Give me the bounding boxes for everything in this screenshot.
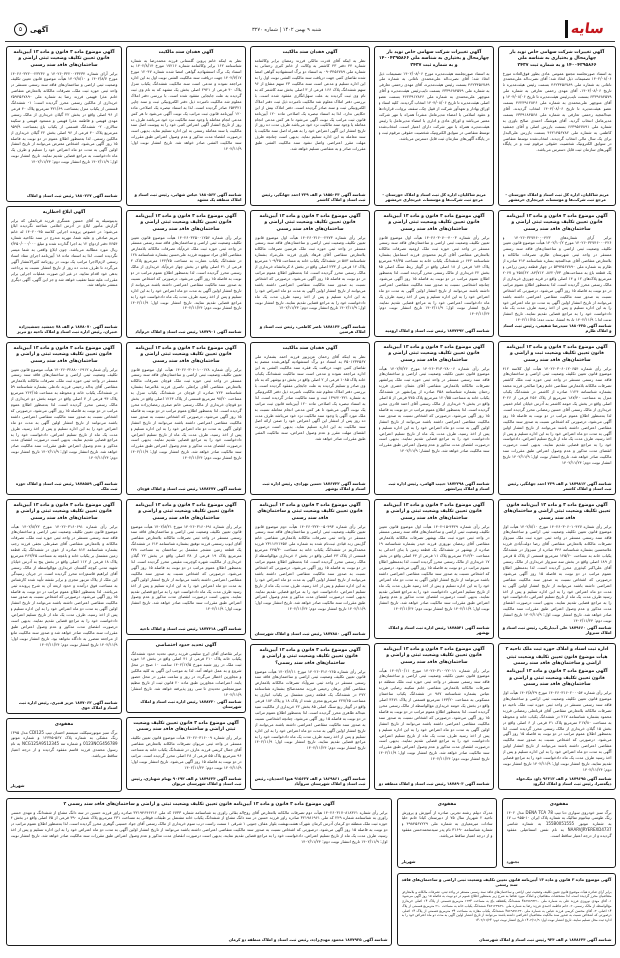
ad-signature: شناسه آگهی ۱۸۷۷۰۶۲ عزیز قنبری، رئیس اداره ثبت اسناد و املاک خوی	[18, 699, 118, 711]
ad-title: آگهی فقدان سند مالکیت	[282, 49, 338, 55]
ad-lost-document-notice	[6, 718, 122, 792]
ad-body: برابر رأی شماره ۴۳۲۹-۱۵-۱۴۰۲ هیأت اول موضوع قانون تعیین تکلیف وضعیت ثبتی اراضی و ساختمان‌های فاقد سند رسمی مستقر در واحد ثبتی حوزه ثبت ملک بهشهر تصرفات مالکانه بلامعارض متقاضی آقای رمضان نوروزی فرزند حیدر بشماره شناسنامه ۱۹ صادره از بهشهر در ششدانگ یک قطعه زمین با بنای احداثی به مساحت ۲۱۶/۴۰ مترمربع پلاک ۱۱ فرعی از ۴۴ اصلی واقع در بخش ۱۷ خریداری از مالک رسمی محرز گردیده است. لذا به‌منظور اطلاع عموم مراتب در دو نوبت به فاصله ۱۵ روز آگهی می‌شود. درصورتی که اشخاص نسبت به صدور سند مالکیت متقاضی اعتراضی داشته باشند می‌توانند از تاریخ انتشار اولین آگهی به مدت دو ماه اعتراض خود را به این اداره تسلیم و پس از اخذ رسید ظرف مدت یک ماه از تاریخ تسلیم اعتراض، دادخواست خود را به مراجع قضایی تقدیم نمایند. بدیهی است درصورت انقضای مدت مذکور و عدم وصول اعتراض طبق مقررات سند مالکیت صادر خواهد شد. تاریخ انتشار نوبت اول: ۱۴۰۲/۱۱/۹ تاریخ انتشار نوبت دوم: ۱۴۰۲/۱۱/۲۴	[378, 523, 490, 612]
ad-body: بدینوسیله به آقای حسین عسگری فرزند قربانعلی که برابر گزارش مأمور ابلاغ در آدرس اعلامی شناخته نگردیده ابلاغ می‌شود: در خصوص پرونده اجرایی کلاسه ۱۴۰۲۰۰۴۵ له خانم مریم صادقی و علیه شما، مهریه مندرج در سند نکاحیه شماره ۷۶۵۴ دفتر ازدواج ۱۲ به اجرا گذارده شده و مبلغ ۲/۴۵۰/۰۰۰/۰۰۰ ریال مورد مطالبه می‌باشد. چون ابلاغ واقعی به شما میسر نگردیده است، لذا به استناد ماده ۱۸ آیین‌نامه اجرای مفاد اسناد رسمی لازم‌الاجرا مراتب یک نوبت در روزنامه کثیرالانتشار آگهی می‌گردد تا ظرف مدت ده روز از تاریخ انتشار نسبت به پرداخت بدهی خود اقدام نمایید. در غیر این صورت عملیات اجرایی برابر مقررات علیه شما تعقیب خواهد شد و جز این آگهی، آگهی دیگری منتشر نخواهد شد.	[10, 217, 118, 288]
ad-mada3-notice	[6, 798, 392, 946]
ad-title: آگهی تغییرات شرکت سهامی خاص نوید بار چهارمحال و بختیاری به شناسه ملی ۱۴۰۰۴۲۹۵۸۶۶ و به شماره ثبت ۲۴۳۷	[378, 49, 490, 68]
ad-signature: شناسه آگهی ۱۸۷۸۲۲۰ رئیس اداره ثبت اسناد و املاک شهرستان	[140, 698, 242, 710]
ad-title: آگهی موضوع ماده ۳ قانون و ماده ۱۳ آیین‌نامه قانون تعیین تکلیف وضعیت ثبتی اراضی و ساختمان‌های فاقد سند رسمی	[383, 344, 485, 363]
ad-title: اداره ثبت اسناد و املاک حوزه ثبت ملک ناحیه ۲	[505, 646, 609, 652]
page-section-label: آگهی	[30, 25, 49, 34]
ad-title: آگهی موضوع ماده ۳ قانون و ماده ۱۳ آیین‌نامه قانون تعیین تکلیف وضعیت ثبتی اراضی و ساختمان‌های فاقد سند رسمی	[135, 213, 237, 232]
ad-signature: شناسه آگهی ۱۸۷۶۷۲۲ حسین بهزادی، رئیس اداره ثبت اسناد و املاک بوشهر	[262, 480, 366, 492]
ad-body: برابر رأی شماره ۱۴۰۲۶۰۳۱۶۰۰۲۴۷۳ هیأت اول موضوع قانون تعیین تکلیف وضعیت ثبتی اراضی و ساختمان‌های فاقد سند رسمی مستقر در واحد ثبتی حوزه ثبت ملک هرسین تصرفات مالکانه بلامعارض متقاضی آقای فرهاد یاوری فرزند علی‌مراد بشماره شناسنامه ۵۸۳ در ششدانگ یکباب خانه به مساحت ۱۰۹/۴۵ مترمربع پلاک ۱۲ فرعی از ۲۳۳ اصلی واقع در بخش ۸ کرمانشاه خریداری از مالک رسمی محرز گردیده است. لذا به‌منظور اطلاع عموم مراتب در دو نوبت به فاصله ۱۵ روز آگهی می‌شود. درصورتی که اشخاص نسبت به صدور سند مالکیت متقاضی اعتراضی داشته باشند می‌توانند از تاریخ انتشار اولین آگهی به مدت دو ماه اعتراض خود را به این اداره تسلیم و پس از اخذ رسید ظرف مدت یک ماه دادخواست خود را به مراجع قضایی تقدیم نمایند. تاریخ انتشار نوبت اول: ۱۴۰۲/۱۱/۹ تاریخ انتشار نوبت دوم: ۱۴۰۲/۱۱/۲۴	[254, 234, 366, 311]
ad-title: آگهی موضوع ماده ۳ قانون و ماده ۱۳ آیین‌نامه قانون تعیین تکلیف وضعیت ثبتی و اراضی و ساختمان‌های فاقد سند رسمی	[13, 502, 115, 521]
ad-signature: شناسه آگهی ۱۸۷۷۴۹۲ رئیس ثبت اسناد و املاک ارومیه	[385, 328, 490, 334]
ad-signature: شناسه آگهی ۱۸۷۲۲۹۸ حبیب الهامی، رئیس اداره ثبت اسناد و املاک پیرانشهر	[388, 480, 490, 492]
ad-body: برابر رأی شماره ۱۴۰۲۶۰۳۱۶۰۲۰۰۰۵۴ مورخ ۱۴۰۲/۸/۲۹ هیأت اول موضوع قانون تعیین تکلیف وضعیت ثبتی اراضی و ساختمان‌های فاقد سند رسمی مستقر در واحد ثبتی حوزه ثبت ملک ناحیه دو تصرفات مالکانه بلامعارض متقاضی آقای قربانعلی رمضانی فرزند محمود بشماره شناسنامه ۲۱۷ در ششدانگ یکباب خانه و محوطه به مساحت ۲۱۷/۸۰ مترمربع پلاک ۴۱ فرعی از ۶ اصلی واقع در بخش ۱۵ گیلان خریداری از مالک رسمی محرز گردیده است. لذا به‌منظور اطلاع عموم مراتب در دو نوبت به فاصله ۱۵ روز آگهی می‌شود. درصورتی که اشخاص نسبت به صدور سند مالکیت متقاضی اعتراضی داشته باشند می‌توانند از تاریخ انتشار اولین آگهی به مدت دو ماه اعتراض خود را به این اداره تسلیم و پس از اخذ رسید ظرف مدت یک ماه دادخواست خود را به مراجع قضایی تقدیم نمایند. تاریخ انتشار نوبت اول: ۱۴۰۲/۱۱/۹ تاریخ انتشار نوبت دوم: ۱۴۰۲/۱۱/۲۴	[502, 690, 612, 772]
ad-mada3-notice	[126, 499, 246, 635]
ad-mada3-notice	[126, 210, 246, 338]
ad-body: برابر آرای شماره‌های ۱۴۰۲۶۰۳۲۷۴۶۰۰۰۴۲۳ و ۱۴۰۲۶۰۳۲۷۴۶۰۰۰۴۲۶ مورخ ۱۴۰۲/۱۰/۲ هیأت موضوع قانون تعیین تکلیف وضعیت ثبتی اراضی و ساختمان‌های فاقد سند رسمی مستقر در واحد ثبتی شهرستان طارم، تصرفات مالکانه و بلامعارض متقاضی آقای عبدالمجید بساره شناسنامه ۴۱۴ صادره از طارم به شماره ملی ۵۳۹۴۵۶۷۸۹۰ در چهار قطعه زمین زراعی و یک قطعه باغ به مساحت‌های ۸۶۲۰/۷۳، ۸۴/۷۱۲، ۴۵۸/۶۲ و ۲۰۶۷ مترمربع پلاک‌های ۱۲ و ۱۴ اصلی واقع در قریه چورزق خریداری از مالک رسمی محرز گردیده است. لذا به‌منظور اطلاع عموم مراتب در دو نوبت به فاصله ۱۵ روز آگهی می‌شود. درصورتی که اشخاص نسبت به صدور سند مالکیت متقاضی اعتراضی داشته باشند می‌توانند از تاریخ انتشار اولین آگهی به مدت دو ماه اعتراض خود را به این اداره تسلیم و پس از اخذ رسید ظرف مدت یک ماه دادخواست خود را به مراجع قضایی تقدیم نمایند. تاریخ انتشار نوبت اول: ۱۴۰۲/۱۱/۹ تاریخ انتشار نوبت دوم: ۱۴۰۲/۱۱/۲۵	[502, 234, 612, 322]
ad-body: برابر رأی شماره ۱۴۰۲۶۰۳۱۶۰۶۹۱ مورخ ۱۴۰۲/۸/۲۲ هیأت موضوع قانون تعیین تکلیف وضعیت ثبتی اراضی و ساختمان‌های فاقد سند رسمی مستقر در واحد ثبتی حوزه ثبت ملک، تصرفات مالکانه و بلامعارض متقاضی آقای صفرعلی نجفی فرزند رجب بشماره شناسنامه ۸۱۲ صادره از خوی در ششدانگ یک قطعه زمین مشتمل بر یکباب خانه و باغچه به مساحت ۴۶۳/۲۵ مترمربع پلاک ۱۸ فرعی از ۱۱۲ اصلی واقع در بخش پنج به آدرس خیابان شهید مدنی کوچه گلستان خریداری مع‌الواسطه از مالک رسمی آقای ابراهیم قاسم‌زاده محرز گردیده است. در جریان رسیدگی این ملک از پلاک مزبور مجزی و برابر نقشه تأیید شده کارشناس به مساحت فوق درآمده و حدود اربعه آن به شرح پرونده ثبتی می‌باشد. لذا به‌منظور اطلاع عموم مراتب در دو نوبت به فاصله ۱۵ روز آگهی می‌شود. درصورتی که اشخاص نسبت به صدور سند مالکیت متقاضی اعتراضی داشته باشند می‌توانند از تاریخ انتشار اولین آگهی به مدت دو ماه اعتراض خود را به این اداره تسلیم و پس از اخذ رسید، ظرف مدت یک ماه از تاریخ تسلیم اعتراض، دادخواست خود را به مراجع قضایی تقدیم نمایند. بدیهی است درصورت انقضای مدت مذکور و عدم وصول اعتراض طبق مقررات سند مالکیت صادر خواهد شد و صدور سند مالکیت مانع از مراجعه متضرر به دادگاه نخواهد بود. تاریخ انتشار نوبت اول: ۱۴۰۲/۱۱/۹ تاریخ انتشار نوبت دوم: ۱۴۰۲/۱۱/۲۴	[10, 523, 118, 647]
ad-title: آگهی موضوع ماده ۳ و ماده ۱۳ آیین‌نامه قانون تعیین تکلیف وضعیت ثبتی اراضی و ساختمان‌های فاقد سند رسمی	[503, 502, 611, 521]
ad-signature: شناسه آگهی ۱۸۷۹۸۱۲ م الف ۲۳۹ احمد جهانگیر، رئیس ثبت اسناد و املاک کاشمر	[507, 480, 612, 492]
ad-title: آگهی موضوع ماده ۳ قانون و ماده ۱۳ آیین‌نامه قانون تعیین تکلیف وضعیت ثبتی و اراضی و ساختمان‌های فاقد سند رسمی	[13, 345, 115, 364]
ad-title: آگهی موضوع ماده ۳ قانون و ماده ۱۳ آیین‌نامه قانون تعیین تکلیف وضعیت ثبتی و اراضی و ساختمان‌های فاقد سند رسمی	[383, 502, 485, 521]
ad-body: برابر رأی شماره ۱۴۰۲۶۰۳۰۶۰۱۰۰۱۲۸ هیأت اول موضوع قانون تعیین تکلیف وضعیت ثبتی اراضی و ساختمان‌های فاقد سند رسمی مستقر در واحد ثبتی حوزه ثبت ملک قوچان تصرفات مالکانه بلامعارض متقاضی آقای براتعلی ناصری فرزند غلامرضا بشماره شناسنامه ۷۲۴ صادره از قوچان در ششدانگ یکباب منزل به مساحت ۹۸/۲۰ مترمربع قسمتی از پلاک ۱۲۶۴ اصلی واقع در بخش دو قوچان خریداری از مالک رسمی خانم صغری رمضان‌زاده محرز گردیده است. لذا به‌منظور اطلاع عموم مراتب در دو نوبت به فاصله ۱۵ روز آگهی می‌شود. درصورتی که اشخاص نسبت به صدور سند مالکیت متقاضی اعتراضی داشته باشند می‌توانند از تاریخ انتشار اولین آگهی به مدت دو ماه اعتراض خود را به این اداره تسلیم و پس از اخذ رسید، ظرف مدت یک ماه از تاریخ تسلیم اعتراض، دادخواست خود را به مراجع قضایی تقدیم نمایند. بدیهی است درصورت انقضای مدت مذکور و عدم وصول اعتراض طبق مقررات سند مالکیت صادر خواهد شد. تاریخ انتشار نوبت اول: ۱۴۰۲/۱۱/۹ تاریخ انتشار نوبت دوم: ۱۴۰۲/۱۱/۲۴	[130, 366, 242, 461]
ad-body: برابر رأی شماره ۱۴۰۲۶۰۳۱۰۰۲۲۰۱۱ مورخ ۱۴۰۲/۱۰/۱۱ هیأت موضوع قانون تعیین تکلیف وضعیت ثبتی اراضی و ساختمان‌های فاقد سند رسمی مستقر در واحد ثبتی حوزه ثبت ملک منطقه دو تصرفات مالکانه بلامعارض متقاضی خانم سکینه رضایی فرزند عباس بشماره شناسنامه ۹۸۷ در ششدانگ یکباب ساختمان مسکونی به مساحت ۱۴۳/۲۰ مترمربع قسمتی از پلاک ۳۶۷۱ اصلی واقع در بخش یک حومه خریداری مع‌الواسطه از مالک رسمی محرز گردیده است. لذا به‌منظور اطلاع عموم مراتب در دو نوبت به فاصله ۱۵ روز آگهی می‌شود. درصورتی که اشخاص نسبت به صدور سند مالکیت متقاضی اعتراضی داشته باشند می‌توانند از تاریخ انتشار اولین آگهی به مدت دو ماه اعتراض خود را به این اداره تسلیم و پس از اخذ رسید ظرف مدت یک ماه از تاریخ تسلیم اعتراض، دادخواست خود را به مراجع قضایی تقدیم نمایند. بدیهی است درصورت انقضای مدت مذکور و عدم وصول اعتراض طبق مقررات سند مالکیت صادر خواهد شد. تاریخ انتشار نوبت اول: ۱۴۰۲/۱۱/۹ تاریخ انتشار نوبت دوم: ۱۴۰۲/۱۱/۲۴	[378, 667, 490, 762]
ad-title: مفقودی	[549, 801, 569, 807]
ad-title: آگهی موضوع ماده ۳ قانون و ماده ۱۳ آیین‌نامه قانون تعیین تکلیف وضعیت ثبتی اراضی و ساختمان‌های فاقد سند رسمی	[13, 49, 115, 68]
ad-body: برابر رأی شماره ۱۴۰۲۶۰۳۱۶۰۰۹ هیأت موضوع قانون تعیین تکلیف مستقر در واحد ثبتی مریوان تصرفات مالکانه بلامعارض متقاضی آقای جمال کریمی فرزند عارف در ششدانگ یکباب خانه به مساحت ۹۶ مترمربع پلاک ۵۵ فرعی از ۲۸ اصلی محرز گردیده است. مراتب در دو نوبت به فاصله ۱۵ روز آگهی می‌شود. تاریخ انتشار نوبت اول: ۱۴۰۲/۱۱/۹ نوبت دوم: ۱۴۰۲/۱۱/۲۴	[130, 735, 242, 770]
ad-signature: شناسه آگهی ۱۸۷۸۶۴۴ م الف ۹۲۴ رئیس ثبت اسناد و املاک شهرستان	[479, 937, 612, 943]
ad-title: مفقودی	[437, 801, 457, 807]
ad-mada3-notice	[126, 717, 246, 790]
ad-body: برابر رأی شماره ۱۴۰۲۶۰۳۲۵۰۰۱۲۵۶ هیأت موضوع قانون تعیین تکلیف وضعیت ثبتی اراضی و ساختمان‌های فاقد سند رسمی مستقر در واحد ثبتی حوزه ثبت ملک خرم‌آباد تصرفات مالکانه بلامعارض متقاضی آقای مراد سپهوند فرزند علی‌حسین بشماره شناسنامه ۱۲۸ در ششدانگ یکباب عمارت به مساحت ۱۴۲/۷۵ مترمربع پلاک ۳ فرعی از ۴۱ اصلی واقع در بخش چهار خرم‌آباد خریداری از مالک رسمی محرز گردیده است. لذا به‌منظور اطلاع عموم مراتب در دو نوبت به فاصله ۱۵ روز آگهی می‌شود. درصورتی که اشخاص نسبت به صدور سند مالکیت متقاضی اعتراضی داشته باشند می‌توانند از تاریخ انتشار اولین آگهی به مدت دو ماه اعتراض خود را به این اداره تسلیم و پس از اخذ رسید ظرف مدت یک ماه دادخواست خود را به مراجع قضایی تقدیم نمایند. تاریخ انتشار نوبت اول: ۱۴۰۲/۱۱/۹ تاریخ انتشار نوبت دوم: ۱۴۰۲/۱۱/۲۴	[130, 234, 242, 311]
ad-title: آگهی موضوع ماده ۳ قانون و ماده ۱۳ آیین‌نامه قانون تعیین تکلیف وضعیت ثبتی و اراضی و ساختمان‌های فاقد سند رسمی	[383, 646, 485, 665]
ad-body: برابر رأی شماره ۱۴۰۲۶۰۳۲۸۸۰۰۶۹۱۲ هیأت موضوع قانون تعیین تکلیف وضعیت ثبتی اراضی و ساختمان‌های فاقد سند رسمی مستقر در واحد ثبتی حوزه ثبت ملک، تصرفات مالکانه بلامعارض متقاضی آقای یداله رحیمی فرزند نادعلی بشماره شناسنامه ۵۹ در ششدانگ یکباب خانه و محوطه به مساحت ۲۶۲/۱۵ مترمربع پلاک ۹۴ فرعی از ۷ اصلی واقع در حومه بخش دو خریداری از مالک رسمی محرز گردیده است. لذا به‌منظور اطلاع عموم مراتب در دو نوبت به فاصله ۱۵ روز آگهی می‌شود. درصورتی که اشخاص نسبت به صدور سند مالکیت متقاضی اعتراضی داشته باشند می‌توانند از تاریخ انتشار اولین آگهی به مدت دو ماه اعتراض خود را به این اداره تسلیم و پس از اخذ رسید، ظرف مدت یک ماه از تاریخ تسلیم اعتراض، دادخواست خود را به مراجع قضایی تقدیم نمایند. بدیهی است درصورت انقضای مدت مذکور و عدم وصول اعتراض طبق مقررات سند مالکیت صادر خواهد شد. تاریخ انتشار نوبت اول: ۱۴۰۲/۱۱/۹ تاریخ انتشار نوبت دوم: ۱۴۰۲/۱۱/۲۴	[10, 366, 118, 461]
ad-boundary-notice	[126, 639, 246, 713]
ad-mada3-notice	[126, 342, 246, 495]
ad-signature: شناسه آگهی ۱۸۷۹۶۹۵ م الف ۹۶۳۱۲ داود نیک‌خواه دیگه‌سرا، رئیس ثبت اسناد و املاک لنگرود	[516, 775, 612, 787]
ad-mada3-notice	[6, 499, 122, 714]
ad-signature: شناسه آگهی ۱۸۷۸۵۸۹ رئیس ثبت اسناد و املاک حوزه ثبت ملک	[15, 480, 118, 492]
ad-signature: شناسه آگهی ۱۸۸۰۴۳۵ سیدرضا شفیعی، رئیس ثبت اسناد و املاک طارم	[503, 322, 612, 334]
ad-signature: شناسه آگهی ۱۸۷۷۹۰۱ رئیس ثبت اسناد و املاک خرم‌آباد	[135, 329, 242, 335]
ad-mada3-notice	[6, 342, 122, 495]
ad-body: برابر تقاضای آقای ایرج سلیمی فرزند رحیم، تحدید حدود ششدانگ یکباب خانه پلاک ۲۱۰ فرعی از ۴۱ اصلی واقع در بخش ۱۴ حوزه ثبت ملک در روز شنبه مورخ ۱۴۰۲/۱۲/۵ ساعت ۱۰ صبح در محل شروع و به عمل خواهد آمد. لذا به موجب این آگهی به کلیه مالکین و مجاورین اخطار می‌گردد در روز و ساعت مقرر در محل حضور یابند. اعتراضات مجاورین طبق ماده ۲۰ قانون ثبت از تاریخ تنظیم صورتمجلس تحدیدی تا سی روز پذیرفته خواهد شد. تاریخ انتشار: ۱۴۰۲/۱۱/۹	[130, 650, 242, 697]
ad-title: آگهی موضوع ماده ۳ قانون و ماده ۱۳ آیین‌نامه قانون تعیین تکلیف وضعیت ثبتی اراضی و ساختمان‌های فاقد سند رسمی	[506, 213, 608, 232]
ad-signature: شناسه آگهی ۱۸۷۸۹۰۳ رئیس ثبت اسناد و املاک منطقه دو	[378, 781, 490, 787]
ad-body: برابر رأی شماره ۱۴۰۲۶۰۳۱۳۰۲۸۰۰۶ مورخ ۱۴۰۲/۷/۲۶ هیأت موضوع قانون تعیین تکلیف وضعیت ثبتی اراضی و ساختمان‌های فاقد سند رسمی مستقر در واحد ثبتی حوزه ثبت ملک پیرانشهر تصرفات مالکانه بلامعارض متقاضی آقای عثمان خضری فرزند رحمان بشماره شناسنامه ۳۵۸ صادره از پیرانشهر در ششدانگ یکباب خانه به مساحت ۱۲۰/۵۵ مترمربع پلاک ۷۷۵ فرعی از ۵ اصلی واقع در بخش ۹ خریداری از مالک رسمی آقای احمد قادری محرز گردیده است. لذا به‌منظور اطلاع عموم مراتب در دو نوبت به فاصله ۱۵ روز آگهی می‌شود. درصورتی که اشخاص نسبت به صدور سند مالکیت متقاضی اعتراضی داشته باشند می‌توانند از تاریخ انتشار اولین آگهی به مدت دو ماه اعتراض خود را به این اداره تسلیم و پس از اخذ رسید، ظرف مدت یک ماه از تاریخ تسلیم اعتراض، دادخواست خود را به مراجع قضایی تقدیم نمایند. بدیهی است درصورت انقضای مدت مذکور و عدم وصول اعتراض طبق مقررات سند مالکیت صادر خواهد شد. تاریخ انتشار: ۱۴۰۲/۱۱/۹	[378, 365, 490, 454]
ad-body: برگ سبز موتورسیکلت سیستم احسان تیپ CDI125 مدل ۱۳۹۵ رنگ مشکی به شماره پلاک ۵۶۷-۱۲۳۴۵ و شماره موتور 0123NCG456789 و شماره تنه NCG125A9512345 به نام رسول محمدی فرزند قاسم مفقود گردیده و از درجه اعتبار ساقط می‌باشد.	[10, 729, 118, 759]
ad-title: آگهی موضوع ماده ۳ قانون و ماده ۱۳ آیین‌نامه قانون تعیین تکلیف وضعیت ثبتی و اراضی و ساختمان‌های فاقد سند رسمی	[135, 502, 237, 521]
ad-mada3-notice	[250, 499, 370, 640]
ad-body: برابر رأی شماره ۱۴۰۲۶۰۳۱۶۰۲۶۵ مورخ ۱۴۰۲/۶/۱۱ هیأت موضوع قانون تعیین تکلیف وضعیت ثبتی اراضی و ساختمان‌های فاقد سند رسمی مستقر در واحد ثبتی سروآباد تصرفات مالکانه بلامعارض متقاضی آقای برهان رحیمی فرزند محمدصالح بشماره شناسنامه ۴۷۲ در ششدانگ یک قطعه زمین مشتمل بر یکباب انباری به مساحت ۲۲۷/۶۵ مترمربع مجزی شده از پلاک ۱۸ و پلاک ۱۸۴ فرعی واقع در گوباز ربع سنگ اصلی ۸۵ بخش ۲۲ خریداری از مالکیت سید عبداله طاهری محرز گردیده است. لذا به‌منظور اطلاع عموم مراتب در دو نوبت به فاصله ۱۵ روز آگهی می‌شود. چنانچه اشخاصی نسبت به صدور سند مالکیت متقاضی اعتراضی داشته باشند می‌توانند از تاریخ انتشار اولین آگهی به مدت دو ماه اعتراض خود را به این اداره تسلیم و پس از اخذ رسید ظرف مدت یک ماه دادخواست خود را به مراجع قضایی تقدیم نمایند. تاریخ انتشار نوبت اول: ۱۴۰۲/۱۱/۹ تاریخ انتشار نوبت دوم: ۱۴۰۲/۱۱/۲۴	[254, 668, 366, 751]
ad-mada3-notice	[498, 499, 616, 639]
dateline: شنبه ۹ بهمن ۱۴۰۲ | شماره ۳۲۷۰	[252, 27, 322, 33]
ad-signature: شناسه آگهی ۱۸۷۹۶۶۰ علی آب‌باریکی، رئیس ثبت اسناد و املاک سبزوار	[502, 624, 612, 636]
ad-signature: شناسه آگهی ۱۸۶۹۸۶۱ م الف ۹۱۵۶۲۷ هیوا احمدیان، رئیس ثبت اسناد و املاک شهرستان سروآباد	[254, 775, 366, 787]
ad-title: آگهی ابلاغ اخطاریه	[42, 209, 86, 215]
ad-company-change	[498, 46, 616, 206]
ad-title: آگهی موضوع ماده ۳ قانون و ماده ۱۳ آیین‌نامه قانون تعیین تکلیف وضعیت ثبتی اراضی و ساختمان‌های فاقد سند رسمی	[383, 213, 485, 232]
ad-title: آگهی تغییرات شرکت سهامی خاص نوید بار چهارمحال و بختیاری به شناسه ملی ۱۴۰۰۴۲۹۵۸۶۶ و به شماره ثبت ۲۴۳۷	[509, 49, 605, 68]
ad-signature: شناسه آگهی ۱۸۷۷۹۳۵ محمود مهدی‌زاده، رئیس ثبت اسناد و املاک منطقه دو کرمان	[228, 937, 388, 943]
ad-mada3-notice	[498, 643, 616, 790]
ad-lost-deed-notice	[250, 342, 370, 495]
logo-text: سایه	[570, 21, 606, 37]
ad-lost-deed-notice	[250, 46, 370, 206]
ad-title: آگهی موضوع ماده ۳ قانون و ماده ۱۳ آیین‌نامه قانون تعیین تکلیف وضعیت ثبتی و اراضی و ساختمان‌های فاقد سند رسمی	[506, 669, 608, 688]
ad-mada3-notice	[250, 644, 370, 790]
ad-body: نظر به اینکه آقای رحمان عزیزپور فرزند احمد بشماره ملی ۳۵۰۱۲۳۴۵۶۷ به استناد دو برگ استشهادیه گواهی‌شده منضم به تقاضای کتبی جهت دریافت یک فقره سند مالکیت المثنی به این اداره مراجعه نموده و مدعی است سند مالکیت ششدانگ یکباب خانه پلاک ۱۰۸۵ فرعی از ۲ اصلی واقع در بخش دو بوشهر که به نام وی صادر و تسلیم گردیده به علت جابجایی مفقود گردیده است. با بررسی دفتر املاک معلوم شد مالکیت نامبرده ذیل دفتر الکترونیکی به شماره ۱۳۹۶۲۰۳۲۱ ثبت و سند مالکیت صادر گردیده است. لذا به استناد تبصره یک اصلاحی ماده ۱۲۰ آیین‌نامه قانون ثبت مراتب یک نوبت آگهی می‌شود تا هر کس مدعی انجام معامله نسبت به ملک مورد آگهی یا وجود سند مالکیت نزد خود می‌باشد ظرف مدت ده روز پس از انتشار این آگهی اعتراض خود را ضمن ارائه اصل سند مالکیت به این اداره تسلیم نماید. بدیهی است درصورت انقضای مهلت مقرر و عدم وصول اعتراض، سند مالکیت المثنی طبق مقررات صادر خواهد شد.	[254, 353, 366, 442]
ad-title: مفقودی	[54, 721, 74, 727]
ad-title: آگهی تحدید حدود اختصاصی	[155, 642, 217, 648]
ad-lost-document-notice	[502, 798, 616, 868]
ad-body: برابر رأی شماره ۱۴۰۲۶۰۳۰۶۰۱۲۰۶۵۴ هیأت اول کلاسه ۴۱۲ موضوع قانون تعیین تکلیف وضعیت ثبتی اراضی و ساختمان‌های فاقد سند رسمی مستقر در واحد ثبتی حوزه ثبت ملک کاشمر تصرفات مالکانه بلامعارض متقاضی خانم زهرا صالحی فرزند محمد بشماره شناسنامه ۱۱۲۴ صادره از کاشمر در ششدانگ یکباب منزل به مساحت ۱۸۷/۴۰ مترمربع از پلاک ۲۵۶ فرعی از ۳۰۲۶ اصلی واقع در بخش یک حومه کاشمر به آدرس خیابان امام خمینی خریداری از مالک رسمی آقای حسین رمضانی محرز گردیده است. لذا به‌منظور اطلاع عموم مراتب در دو نوبت به فاصله ۱۵ روز آگهی می‌شود. درصورتی که اشخاص نسبت به صدور سند مالکیت متقاضی اعتراضی داشته باشند می‌توانند از تاریخ انتشار اولین آگهی به مدت دو ماه اعتراض خود را به این اداره تسلیم و پس از اخذ رسید، ظرف مدت یک ماه از تاریخ تسلیم اعتراض، دادخواست خود را به مراجع قضایی تقدیم نمایند. بدیهی است درصورت انقضای مدت مذکور و عدم وصول اعتراض طبق مقررات سند مالکیت صادر خواهد شد. تاریخ انتشار نوبت اول: ۱۴۰۲/۱۱/۹ تاریخ انتشار نوبت دوم: ۱۴۰۲/۱۱/۲۴	[502, 365, 612, 466]
ad-signature: شناسه آگهی ۱۸۷۸۳۷۷ رئیس ثبت اسناد و املاک قوچان	[137, 486, 242, 492]
ad-body: برگ سبز خودروی سواری دنا تیپ DENA TCA 78 مدل ۱۴۰۲ رنگ طوسی تیتانیوم متالیک به شماره پلاک ایران ۱۰-۹۵۵ ب ۱۷ به شماره موتور 155B0051555 به شماره شاسی NAARVJRYEREXD4737 به نام نفس اسماعیلی مفقود گردیده و از درجه اعتبار ساقط است.	[506, 809, 612, 839]
ad-signature: شناسه آگهی ۱۸۷۸۵۴۱ رئیس اداره ثبت اسناد و املاک بهشهر	[388, 624, 490, 636]
ad-body: برابر رأی شماره ۱۴۰۲۶۰۳۱۶۰۶۹۱ مورخ ۱۴۰۲/۸/۲۱ هیأت موضوع قانون تعیین تکلیف وضعیت ثبتی اراضی و ساختمان‌های فاقد سند رسمی مستقر در واحد ثبتی تصرفات مالکانه بلامعارض متقاضی آقای ایوب رستمی فرزند توفیق بشماره شناسنامه ۶۱۴ در ششدانگ یک قطعه زمین مشجر مشتمل بر ساختمان به مساحت ۲۷۸ مترمربع پلاک ۱۹ فرعی از ۳۸ اصلی واقع در بخش ۲۲ گیلان خریداری از مالکیت شهره کوچریت مقیمی محرز گردیده است. لذا به‌منظور اطلاع عموم مراتب در دو نوبت به فاصله ۱۵ روز آگهی می‌شود. درصورتی که اشخاص نسبت به صدور سند مالکیت متقاضی اعتراضی داشته باشند می‌توانند از تاریخ انتشار اولین آگهی به مدت دو ماه اعتراض خود را به این اداره تسلیم و پس از اخذ رسید ظرف مدت یک ماه دادخواست خود را به مراجع قضایی تقدیم نمایند. بدیهی است درصورت انقضای مدت مذکور و عدم وصول اعتراض طبق مقررات سند مالکیت صادر خواهد شد. تاریخ انتشار نوبت اول: ۱۴۰۲/۱۱/۹	[130, 523, 242, 612]
ad-signature: مریم شاکلیان، اداره کل ثبت اسناد و املاک خوزستان - مرجع ثبت شرکت‌ها و موسسات غیرتجاری خرمشهر	[505, 191, 609, 203]
ad-body: برابر رأی شماره ۱۴۰۲۶۰۳۰۶۰۱۰۴۲۷ مورخ ۱۴۰۲/۸/۱۰ هیأت اول موضوع قانون تعیین تکلیف وضعیت ثبتی اراضی و ساختمان‌های فاقد سند رسمی مستقر در واحد ثبتی حوزه ثبت ملک سبزوار تصرفات مالکانه بلامعارض متقاضی آقای رضا دولت‌آبادی فرزند غلامحسین بشماره شناسنامه ۳۴۶ صادره از سبزوار در ششدانگ یکباب خانه به مساحت ۱۲۵/۶۰ مترمربع قسمتی از پلاک ۵ فرعی از ۱۸۹ اصلی واقع در بخش سه سبزوار خریداری از مالک رسمی آقای علی‌اکبر کیذوری محرز گردیده است. لذا به‌منظور اطلاع عموم مراتب در دو نوبت به فاصله ۱۵ روز آگهی می‌شود. درصورتی که اشخاص نسبت به صدور سند مالکیت متقاضی اعتراضی داشته باشند می‌توانند از تاریخ انتشار اولین آگهی به مدت دو ماه اعتراض خود را به این اداره تسلیم و پس از اخذ رسید ظرف مدت یک ماه از تاریخ تسلیم اعتراض، دادخواست خود را به مراجع قضایی تقدیم نمایند. بدیهی است درصورت انقضای مدت مذکور و عدم وصول اعتراض طبق مقررات سند مالکیت صادر خواهد شد. تاریخ انتشار نوبت اول: ۱۴۰۲/۱۱/۹ تاریخ انتشار نوبت دوم: ۱۴۰۲/۱۱/۲۴	[502, 523, 612, 624]
page-number-badge: ۵	[14, 23, 27, 36]
ad-body: برابر رأی شماره ۱۴۰۲۶۰۳۱۷۰۸۱۸۳۶۱ هیأت دوم تصرفات مالکانه بلامعارض آقای روح‌اله بقائی راوری به شناسنامه شماره ۶۷۳۳ کد ملی ۳۲۱۹۴۶۴۶۲۱۲ صادره راور فرزند حسین در سه دانگ مشاع از ششدانگ و مهدی حسنی راوری به شناسنامه شماره ۲۲۹ کد ملی ۳۲۱۹۸۱۹۶۱ صادره راور فرزند حسین در سه دانگ مشاع از ششدانگ یکباب خانه مشتمل بر طبقات فوقانی به مساحت ۲۳۱ مترمربع پلاک شماره ۳۹۰ فرعی از ۷۵ اصلی واقع در بخش ۴ حوزه ثبت ملک منطقه دو کرمان آدرس کرمان شهرک هشت‌بهشت بلوار عفاف جنوبی ۱ شرقی ۱ سمت راست درب سوم خریداری از مالک رسمی آقای جواد حسینی گوهری محرز گردیده است. لذا به‌منظور اطلاع عموم مراتب در دو نوبت به فاصله ۱۵ روز آگهی می‌شود. درصورتی که اشخاص نسبت به صدور سند مالکیت متقاضی اعتراضی داشته باشند می‌توانند از تاریخ انتشار اولین آگهی به مدت دو ماه اعتراض خود را به این اداره تسلیم و پس از اخذ رسید، ظرف مدت یک ماه از تاریخ تسلیم اعتراض، دادخواست خود را به مراجع قضایی تقدیم نمایند. بدیهی است درصورت انقضای مدت مذکور و عدم وصول اعتراض طبق مقررات سند مالکیت صادر خواهد شد. تاریخ انتشار نوبت اول: ۱۴۰۲/۱۱/۹ تاریخ انتشار نوبت دوم: ۱۴۰۲/۱۱/۲۴	[10, 809, 388, 845]
ad-signature: مریم شاکلیان، اداره کل ثبت اسناد و املاک خوزستان - مرجع ثبت شرکت‌ها و موسسات غیرتجاری خرمشهر	[382, 191, 486, 203]
ad-lost-document-notice	[397, 798, 497, 868]
ad-body: برابر آرای شماره ۱۴۰۲۶۰۳۲۲۰۰۲۳۲۳۴ و ۱۴۰۲۶۰۳۲۲۰۰۲۳۲۳۶ مورخ ۱۴۰۲/۸/۷ و ۱۴۰۲/۸/۱۰ هیأت موضوع قانون تعیین تکلیف وضعیت ثبتی اراضی و ساختمان‌های فاقد سند رسمی مستقر در واحد ثبتی حوزه ثبت ملک، تصرفات مالکانه بلامعارض متقاضی خانم عذرا فهیمی فرزند رضا به شماره ملی ۲۵۹۴۵۶۷۸۹۰ خریداری از مالکین رسمی محرز گردیده است: ۱- ششدانگ قسمتی از یکباب منزل بمساحت ۳۲۱/۶۹ مترمربع پلاک ۴۰ فرعی از ۹۶ اصلی واقع در بخش ۲۲ گیلان خریداری از مالک رسمی مهدی فهیمی و فاطمه عذرا فهیمی و مسعود فهیمی و سکینه سالاری. ۲- ششدانگ قسمتی از یکباب باغ بمساحت ۹۵۹/۹ مترمربع پلاک ۴۰ فرعی از ۹۶ اصلی بخش ۲۲ گیلان خریداری از مالکین رسمی. لذا به‌منظور اطلاع عموم در دو نوبت به فاصله ۱۵ روز آگهی می‌شود. اشخاص معترض می‌توانند از تاریخ انتشار اولین آگهی به مدت دو ماه اعتراض خود را تسلیم و ظرف یک ماه دادخواست به مراجع قضایی تقدیم نمایند. تاریخ انتشار نوبت اول: ۱۴۰۲/۱۱/۹ تاریخ انتشار نوبت دوم: ۱۴۰۲/۱۱/۲۴	[10, 70, 118, 165]
ad-title: آگهی موضوع ماده ۳ قانون تعیین تکلیف وضعیت ثبتی اراضی و ساختمان‌های فاقد سند رسمی	[133, 720, 239, 733]
ad-signature: شناسه آگهی ۱۸۷۷۸۸۰ رئیس ثبت اسناد و املاک شهرستان	[254, 631, 366, 637]
ad-mada3-notice	[374, 643, 494, 790]
ad-mada3-notice	[374, 341, 494, 495]
ad-signature: شناسه آگهی ۱۸۷۹۶۲۴ م الف ۹۰۶۹۲ بهنام شهبازی، رئیس ثبت اسناد و املاک شهرستان مریوان	[131, 775, 242, 787]
ad-title: آگهی موضوع ماده ۳ قانون و ماده ۱۳ آیین‌نامه قانون تعیین تکلیف وضعیت ثبتی اراضی و ساختمان‌های فاقد سند رسمی	[135, 345, 237, 364]
ad-notification-notice	[6, 206, 122, 338]
ad-body: برابر رأی شماره ۱۴۰۲۶۰۳۲۴۰۰۵۰۴۹۳ هیأت دوم موضوع قانون تعیین تکلیف وضعیت ثبتی اراضی و ساختمان‌های فاقد سند رسمی مستقر در واحد ثبتی تصرفات مالکانه بلامعارض متقاضی خانم گل‌بس زند قبادی ثبت‌نام شده به شماره ملی ۲۳۱۱۶۲۱۴۵۷ فرزند محمدکریم در ششدانگ یکباب خانه به مساحت ۲۴۵/۳۰ مترمربع قسمتی از پلاک ۴۳ اصلی واقع در بخش ۶ خریداری مع‌الواسطه از مالک رسمی محرز گردیده است. لذا به‌منظور اطلاع عموم مراتب در دو نوبت به فاصله ۱۵ روز آگهی می‌شود. درصورتی که اشخاص نسبت به صدور سند مالکیت متقاضی اعتراضی داشته باشند می‌توانند از تاریخ انتشار اولین آگهی به مدت دو ماه اعتراض خود را به این اداره تسلیم و پس از اخذ رسید، ظرف مدت یک ماه از تاریخ تسلیم اعتراض، دادخواست خود را به مراجع قضایی تقدیم نمایند. بدیهی است درصورت انقضای مدت مذکور و عدم وصول اعتراض طبق مقررات سند مالکیت صادر خواهد شد. تاریخ انتشار نوبت اول: ۱۴۰۲/۱۱/۹ تاریخ انتشار نوبت دوم: ۱۴۰۲/۱۱/۲۴	[254, 523, 366, 612]
ad-company-change	[374, 46, 494, 206]
ad-title: آگهی فقدان سند مالکیت	[158, 49, 214, 55]
ad-title: آگهی موضوع ماده ۳ قانون و ماده ۱۳ آیین‌نامه قانون تعیین تکلیف وضعیت ثبتی و اراضی و ساختمان‌های فاقد سند رسمی ۲	[63, 801, 335, 807]
ad-body: نظر به اینکه آقای قدرت مالکی فرزند رمضان برابر وکالتنامه شماره ۴۴ دفتر ۴۳ کاشمر به وکالت از خانم کبری رحمانی به شماره ملی ۰۹۰۳۴۵۶۷۸۹ به استناد دو برگ استشهادیه گواهی امضا شده تقاضای کتبی جهت دریافت سند مالکیت المثنی نوبت اول را به این اداره تسلیم و مدعی است سند مالکیت ۲۳ سهم مشاع از ۹۶ سهم ششدانگ پلاک ۱۶۶ فرعی از ۳ اصلی بخش سه کاشمر که به نام وی ثبت گردیده به علت سهل‌انگاری مفقود شده است. با بررسی دفتر املاک معلوم شد مالکیت نامبرده ذیل ثبت دفتر املاک الکترونیکی ثبت و سند صادر گردیده است. دفتر املاک بیش از این حکایتی ندارد. لذا به استناد تبصره یک اصلاحی ماده ۱۲۰ آیین‌نامه قانون ثبت مراتب یک نوبت آگهی می‌شود تا هر کس مدعی انجام معامله یا وجود سند مالکیت نزد خود می‌باشد ظرف مدت ده روز از تاریخ انتشار این آگهی اعتراض خود را به همراه اصل سند مالکیت یا سند معامله به این اداره تسلیم نماید. بدیهی است چنانچه ظرف مهلت مقرر اعتراضی واصل نشود سند مالکیت المثنی طبق مقررات صادر و به متقاضی تسلیم خواهد شد.	[254, 57, 366, 152]
ad-body: برابر رأی شماره ۱۴۰۲۶۰۳۰۷۰۰۴۰۰۳ هیأت اول موضوع قانون تعیین تکلیف وضعیت ثبتی اراضی و ساختمان‌های فاقد سند رسمی مستقر در واحد ثبتی حوزه ثبت ملک ارومیه تصرفات مالکانه بلامعارض متقاضی آقای کریم محمودی فرزند اسماعیل بشماره شناسنامه ۶۴۲ در ششدانگ یکباب خانه به مساحت ۹۶/۳۵ مترمربع پلاک ۱۸۴ فرعی از ۱۸ اصلی واقع در گوباز ربط سنگ اصلی ۸۵ بخش ۲۲ خریداری از مالک رسمی محرز گردیده است. لذا به‌منظور اطلاع عموم مراتب در دو نوبت به فاصله ۱۵ روز آگهی می‌شود. چنانچه اشخاصی نسبت به صدور سند مالکیت متقاضی اعتراضی داشته باشند می‌توانند از تاریخ انتشار اولین آگهی به مدت دو ماه اعتراض خود را به این اداره تسلیم و پس از اخذ رسید ظرف یک ماه دادخواست اعتراضی خود را به مراجع قضایی تقدیم نمایند. تاریخ انتشار نوبت اول: ۱۴۰۲/۱۱/۹ تاریخ انتشار نوبت دوم: ۱۴۰۲/۱۱/۲۴	[378, 234, 490, 317]
ad-mada3-notice	[397, 873, 616, 946]
ad-body: مدرک دیپلم رشته تجربی صادره از آموزش و پرورش ناحیه ۲ شهریار سال ۷۵ از دبیرستان کیانا خانم حلیا سادات میرمعیاری به شماره ملی ۴۹۸۴۵۶۷۲۲۹ و شماره شناسنامه ۳۱۶۹۰ نام پدر سیدمحمدحسن مفقود و از درجه اعتبار ساقط می‌باشد.	[401, 809, 493, 839]
ad-signature: شناسه آگهی ۱۸۸۰۵۶۲ عباس شهابی، رئیس ثبت اسناد و املاک منطقه یک مشهد	[134, 191, 242, 203]
ad-title: آگهی موضوع ماده ۳ قانون و ماده ۱۳ آیین‌نامه قانون تعیین تکلیف وضعیت ثبت و اراضی و ساختمان‌های فاقد سند رسمی	[506, 344, 608, 363]
ad-body: به استناد صورتجلسه هیئت‌مدیره مورخ ۱۴۰۲/۰۸/۰۶ تصمیمات ذیل اتخاذ شد: آقای نصرت‌اله علی‌محمدی ناغانی به شماره ملی ۴۶۲۳۴۵۶۷۸۹ بسمت رئیس هیئت‌مدیره، آقای مهدی رحمتی تعارفی به شماره ملی ۶۳۳۹۶۸۴۵۷۹ بسمت نایب‌رئیس هیئت‌مدیره و آقای منوچهر علی‌محمدی به شماره ملی ۴۶۲۳۹۱۲۸۴۶ بسمت عضو اصلی هیئت‌مدیره تا تاریخ ۱۴۰۴/۰۸/۰۶ انتخاب گردیدند. کلیه اسناد و اوراق بهادار و تعهدآور شرکت از قبیل چک، سفته، بروات، قراردادها و عقود اسلامی با امضاء مدیرعامل منفرداً همراه با مهر شرکت معتبر می‌باشد و اوراق عادی و اداری با امضاء مدیرعامل یا رئیس هیئت‌مدیره همراه با مهر شرکت دارای اعتبار است. انتخاب‌شده توسط متقاضی در سوابق الکترونیک شخصیت حقوقی مرقوم ثبت و در پایگاه آگهی‌های سازمان ثبت قابل دسترس می‌باشد.	[378, 70, 490, 141]
ad-body: نظر به اینکه خانم پروین گلستانی فرزند محمدرضا به شماره شناسنامه ۱۶۲ برابر وکالتنامه شماره ۱۷۲۱۶ مورخ ۱۴۰۲/۸/۱۴ به استناد یک برگ استشهادیه گواهی امضا شده شماره ۱۲۰۴۷ مورخ ۱۴۰۲/۷/۱۷ جهت دریافت سند مالکیت المثنی نوبت اول به این اداره مراجعه نموده و مدعی است سند مالکیت ششدانگ یکباب منزل پلاک ۴۰ فرعی از ۲۹۲۱ اصلی بخش یک مشهد که به نام وی ثبت گردیده به علت جابجایی مفقود شده است. با بررسی دفتر املاک معلوم شد مالکیت نامبرده ذیل دفتر الکترونیکی ثبت و سند چاپی ۶۵۴۳۲۱ صادر گردیده است. لذا به استناد تبصره یک اصلاحی ماده ۱۲۰ آیین‌نامه قانون ثبت مراتب یک نوبت آگهی می‌شود تا هر کس مدعی انجام معامله یا وجود سند مالکیت نزد خود می‌باشد ظرف ده روز از تاریخ انتشار آگهی اعتراض کتبی خود را به پیوست اصل سند مالکیت یا سند معامله رسمی به این اداره تسلیم نماید. بدیهی است درصورت انقضاء مدت مذکور و عدم وصول اعتراض طبق مقررات سند مالکیت المثنی صادر خواهد شد. تاریخ انتشار نوبت اول: ۱۴۰۲/۱۱/۹	[130, 57, 242, 152]
ad-signature: شهریار	[10, 783, 25, 789]
ad-signature: شناسه آگهی ۱۸۷۸۰۷۰ م الف ۷۸ جمشید جمشیدزاده عنبران، رئیس اداره ثبت اسناد و املاک ناحیه دو تبریز	[17, 323, 118, 335]
ad-mada3-notice	[250, 210, 370, 338]
ad-title: آگهی موضوع ماده ۳ قانون و ماده ۱۳ آیین‌نامه قانون تعیین تکلیف وضعیت ثبتی اراضی و ساختمان‌های فاقد سند رسمی	[259, 213, 361, 232]
ad-signature: شناسه آگهی ۱۸۸۰۲۶۷ رئیس ثبت اسناد و املاک	[26, 193, 118, 199]
ad-lost-deed-notice	[126, 46, 246, 206]
ad-title: آگهی فقدان سند مالکیت	[282, 345, 338, 351]
ad-body: به استناد صورتجلسه مجمع عمومی عادی بطور فوق‌العاده مورخ ۱۴۰۲/۰۸/۰۶ تصمیمات ذیل اتخاذ شد: آقای نصرت‌اله علی‌محمدی ناغانی به شماره ملی ۴۶۲۳۴۵۶۷۸۹ بسمت رئیس هیئت‌مدیره تا تاریخ ۱۴۰۴/۰۸/۰۶، آقای مهدی رحمتی تعارفی به شماره ملی ۶۳۳۹۶۸۴۵۷۹ بسمت نایب‌رئیس هیئت‌مدیره تا تاریخ ۱۴۰۴/۰۸/۰۶ و آقای منوچهر علی‌محمدی به شماره ملی ۴۶۲۳۹۱۲۸۴۶ بسمت عضو هیئت‌مدیره تا تاریخ ۱۴۰۴/۰۸/۰۶ انتخاب گردیدند. آقای عبدالمجید رحمتی تعارفی به شماره ملی ۶۳۳۹۱۸۴۵۶۸ بسمت مدیرعامل انتخاب گردید. آقای هوشنگ احمدی صالح باوری به شماره ملی ۶۶۳۹۵۶۷۸۹۱ بسمت بازرس اصلی و آقای جمشید کاظمی به شماره ملی ۴۶۲۱۴۵۶۷۸۲ بسمت بازرس علی‌البدل برای یک سال مالی انتخاب گردیدند. انتخاب‌شده توسط متقاضی در سوابق الکترونیک شخصیت حقوقی مرقوم ثبت و در پایگاه آگهی‌های سازمان ثبت قابل دسترس می‌باشد.	[502, 70, 612, 153]
ad-signature: شناسه آگهی ۱۸۵۵۰۴۳ م الف ۲۳۹ احمد جهانگیر، رئیس ثبت اسناد و املاک کاشمر	[261, 191, 366, 203]
ad-mada3-notice	[6, 46, 122, 202]
ad-signature: بجنورد	[506, 859, 520, 865]
ad-signature: شهریار	[401, 859, 416, 865]
ad-mada3-notice	[498, 210, 616, 337]
ad-mada3-notice	[374, 210, 494, 337]
ad-body: برابر آرای صادره هیأت موضوع قانون تعیین تکلیف وضعیت ثبتی اراضی و ساختمان‌های فاقد سند رسمی مستقر در واحد ثبتی، تصرفات مالکانه و بلامعارض متقاضیان محرز گردیده است. لذا مشخصات متقاضیان و املاک مورد تقاضا به شرح زیر به‌منظور اطلاع عموم در دو نوبت به فاصله ۱۵ روز آگهی می‌شود: ۱- آقای مهدی نوروزی فرزند علی به شماره ملی ۴۵۶۷۸۹۳۲۱۰ ششدانگ یکقطعه باغ به مساحت ۱۲۳۴ مترمربع قسمتی از پلاک ۱۴ اصلی خریداری مع‌الواسطه از مالک رسمی. ۲- خانم فاطمه احمدی فرزند رضا به شماره ملی ۴۵۶۱۲۳۷۸۹۰ ششدانگ یکباب خانه به مساحت ۲۱۰ مترمربع قسمتی از پلاک ۱۴ اصلی. ۳- آقای محسن کریمی فرزند عباس به شماره ملی ۴۵۶۹۸۷۱۲۳۰ ششدانگ یکباب مغازه به مساحت ۳۴ مترمربع قسمتی از پلاک ۱۴ اصلی. درصورتی که اشخاص نسبت به صدور سند مالکیت متقاضیان اعتراضی داشته باشند می‌توانند از تاریخ انتشار اولین آگهی به مدت دو ماه اعتراض خود را به اداره ثبت محل تسلیم نمایند. تاریخ انتشار نوبت اول: ۱۴۰۲/۱۱/۹ تاریخ انتشار نوبت دوم: ۱۴۰۲/۱۱/۲۴	[401, 889, 612, 923]
ad-title: هیأت موضوع قانون تعیین تکلیف وضعیت ثبتی اراضی و ساختمان‌های فاقد سند رسمی	[506, 654, 608, 667]
ad-signature: شناسه آگهی ۱۸۷۷۴۱۸ رئیس ثبت اسناد و املاک ناحیه	[139, 626, 242, 632]
ad-signature: شناسه آگهی ۱۸۷۸۱۴۴ ناصر کاظمی، رئیس ثبت اسناد و املاک هرسین	[259, 323, 366, 335]
ad-mada3-notice	[498, 341, 616, 495]
ad-title: آگهی موضوع ماده ۳ قانون و ماده ۱۳ آیین‌نامه قانون تعیین تکلیف وضعیت ثبتی و اراضی و ساختمان‌های فاقد سند رسمی؟	[259, 647, 361, 666]
ad-title: آگهی موضوع ماده ۳ قانون و ماده ۱۳ آیین‌نامه قانون تعیین تکلیف وضعیت ثبتی و ساختمان‌های فاقد سند رسمی	[257, 502, 363, 521]
ad-title: آگهی موضوع ماده ۳ قانون و ماده ۱۳ آیین‌نامه قانون تعیین تکلیف وضعیت ثبتی اراضی و ساختمان‌های فاقد سند رسمی	[401, 876, 612, 888]
ad-mada3-notice	[374, 499, 494, 639]
